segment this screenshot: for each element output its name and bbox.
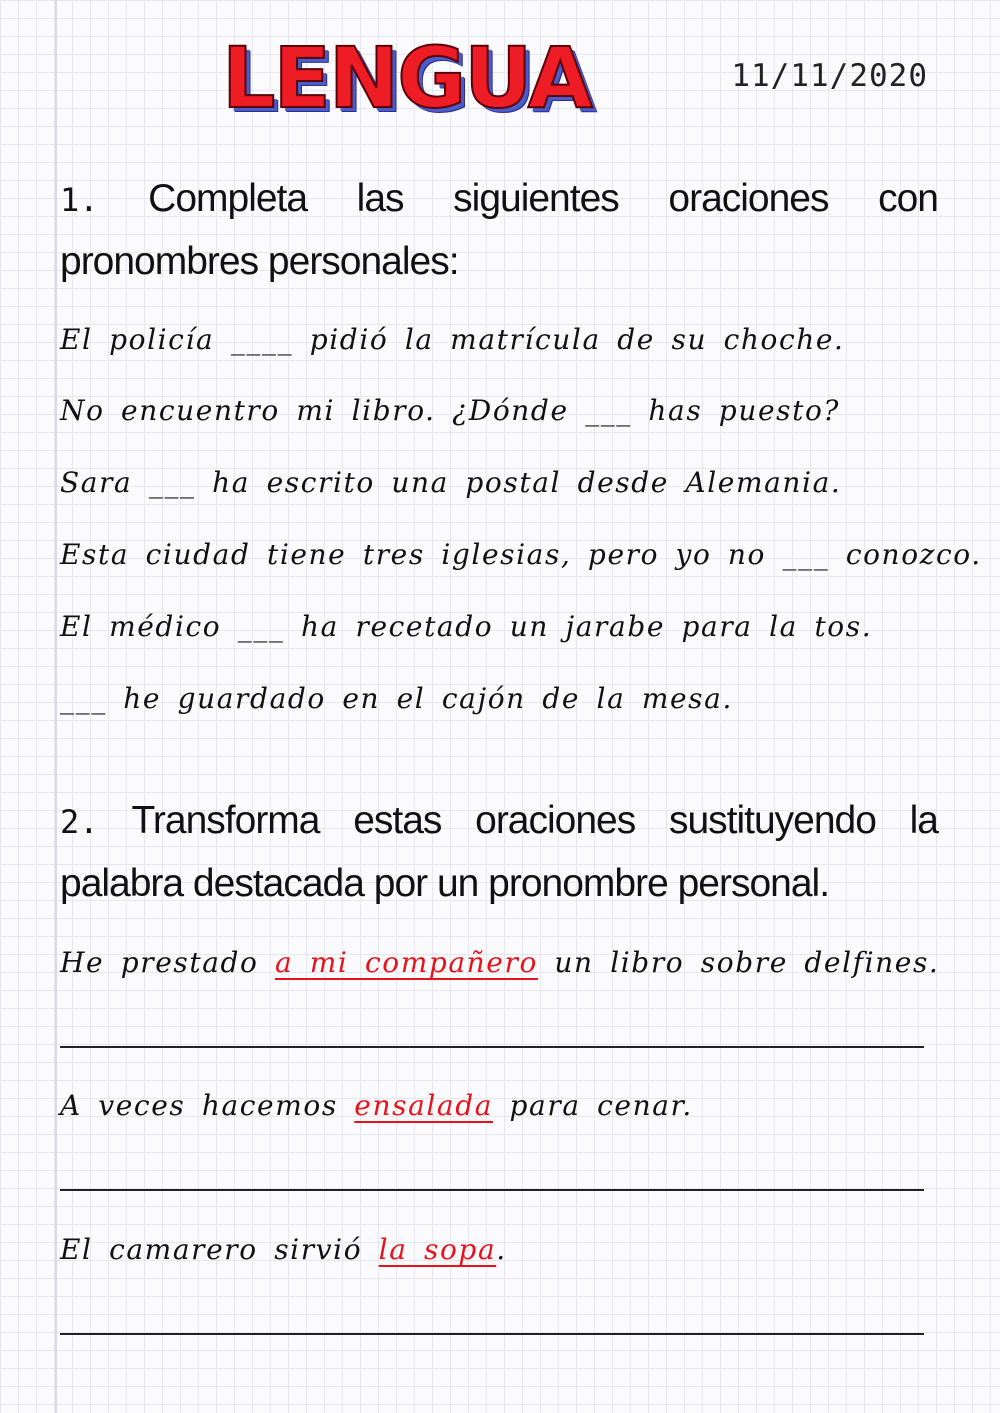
sentence-text: A veces hacemos (60, 1089, 355, 1122)
date-label: 11/11/2020 (731, 58, 928, 94)
highlighted-word: ensalada (354, 1089, 494, 1122)
exercise-2-heading (60, 790, 938, 915)
exercise-1-sentence-5: El médico ___ ha recetado un jarabe para la tos. (60, 610, 873, 643)
exercise-2-number: 2. (60, 803, 99, 841)
exercise-2-sentence-1 (60, 943, 960, 983)
exercise-2-sentence-3 (60, 1230, 960, 1270)
exercise-1-sentence-2: No encuentro mi libro. ¿Dónde ___ has puesto? (60, 394, 841, 427)
exercise-1-number: 1. (60, 181, 99, 219)
sentence-text: un libro sobre delfines. (537, 946, 940, 979)
exercise-1-instruction: Completa las siguientes oraciones con pronombres personales: (60, 177, 938, 283)
exercise-1-sentence-4: Esta ciudad tiene tres iglesias, pero yo no ___ conozco. (60, 538, 982, 571)
exercise-1-sentence-3: Sara ___ ha escrito una postal desde Alemania. (60, 466, 842, 499)
highlighted-word: la sopa (378, 1233, 497, 1266)
sentence-text: para cenar. (493, 1089, 693, 1122)
sentence-text: He prestado (60, 946, 275, 979)
exercise-2-sentence-2 (60, 1086, 960, 1126)
exercise-1-sentence-6: ___ he guardado en el cajón de la mesa. (60, 682, 733, 715)
highlighted-word: a mi compañero (274, 946, 538, 979)
answer-line-3[interactable] (60, 1333, 924, 1335)
exercise-2-instruction: Transforma estas oraciones sustituyendo la palabra destacada por un pronombre personal. (60, 799, 938, 905)
answer-line-1[interactable] (60, 1046, 924, 1048)
exercise-1-heading (60, 168, 938, 293)
notebook-margin-line (55, 0, 57, 1413)
sentence-text: . (496, 1233, 507, 1266)
sentence-text: El camarero sirvió (60, 1233, 379, 1266)
page-title: LENGUA (222, 29, 591, 127)
answer-line-2[interactable] (60, 1189, 924, 1191)
exercise-1-sentence-1: El policía ____ pidió la matrícula de su choche. (60, 323, 845, 356)
